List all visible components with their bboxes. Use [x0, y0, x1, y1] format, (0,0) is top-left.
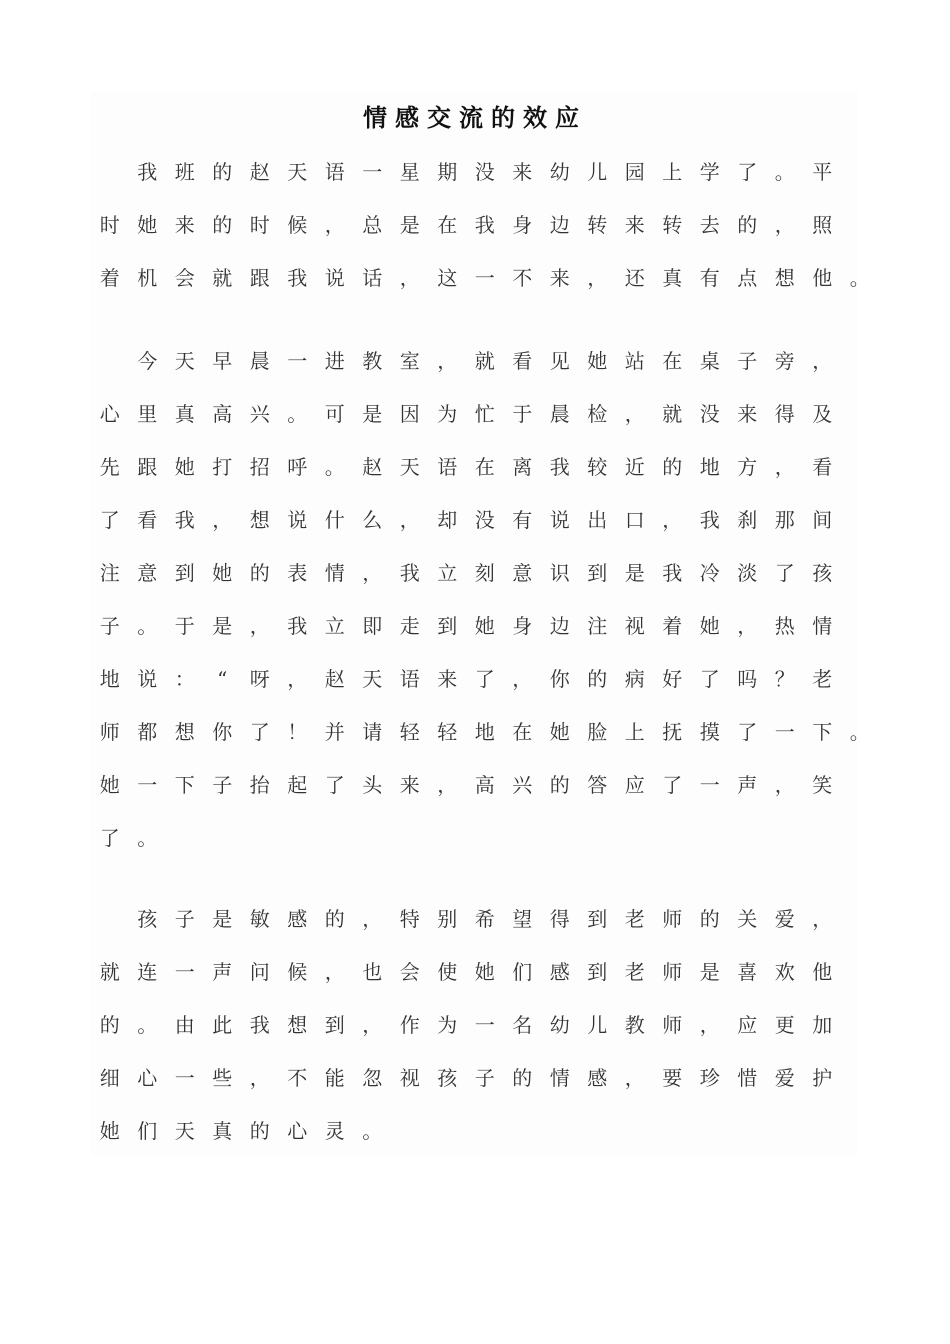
text-line: 今 天 早 晨 一 进 教 室 ， 就 看 见 她 站 在 桌 子 旁 ， — [137, 349, 833, 373]
text-line: 先 跟 她 打 招 呼 。 赵 天 语 在 离 我 较 近 的 地 方 ， 看 — [99, 455, 833, 479]
text-line: 细 心 一 些 ， 不 能 忽 视 孩 子 的 情 感 ， 要 珍 惜 爱 护 — [99, 1066, 833, 1090]
text-line: 师 都 想 你 了 ！ 并 请 轻 轻 地 在 她 脸 上 抚 摸 了 一 下 。 — [99, 720, 870, 744]
text-line: 的 。 由 此 我 想 到 ， 作 为 一 名 幼 儿 教 师 ， 应 更 加 — [99, 1013, 833, 1037]
text-line: 地 说 ： “ 呀 ， 赵 天 语 来 了 ， 你 的 病 好 了 吗 ？ 老 — [99, 667, 833, 691]
text-line: 注 意 到 她 的 表 情 ， 我 立 刻 意 识 到 是 我 冷 淡 了 孩 — [99, 561, 833, 585]
text-line: 就 连 一 声 问 候 ， 也 会 使 她 们 感 到 老 师 是 喜 欢 他 — [99, 960, 833, 984]
text-line: 着 机 会 就 跟 我 说 话 ， 这 一 不 来 ， 还 真 有 点 想 他 。 — [99, 266, 870, 290]
text-line: 孩 子 是 敏 感 的 ， 特 别 希 望 得 到 老 师 的 关 爱 ， — [137, 907, 833, 931]
text-line: 了 看 我 ， 想 说 什 么 ， 却 没 有 说 出 口 ， 我 刹 那 间 — [99, 508, 833, 532]
text-line: 心 里 真 高 兴 。 可 是 因 为 忙 于 晨 检 ， 就 没 来 得 及 — [99, 402, 833, 426]
text-line: 了 。 — [99, 826, 158, 850]
document-title: 情感交流的效应 — [363, 103, 587, 132]
text-line: 子 。 于 是 ， 我 立 即 走 到 她 身 边 注 视 着 她 ， 热 情 — [99, 614, 833, 638]
text-line: 她 们 天 真 的 心 灵 。 — [99, 1119, 383, 1143]
text-line: 时 她 来 的 时 候 ， 总 是 在 我 身 边 转 来 转 去 的 ， 照 — [99, 213, 833, 237]
text-line: 她 一 下 子 抬 起 了 头 来 ， 高 兴 的 答 应 了 一 声 ， 笑 — [99, 773, 833, 797]
text-line: 我 班 的 赵 天 语 一 星 期 没 来 幼 儿 园 上 学 了 。 平 — [137, 160, 833, 184]
